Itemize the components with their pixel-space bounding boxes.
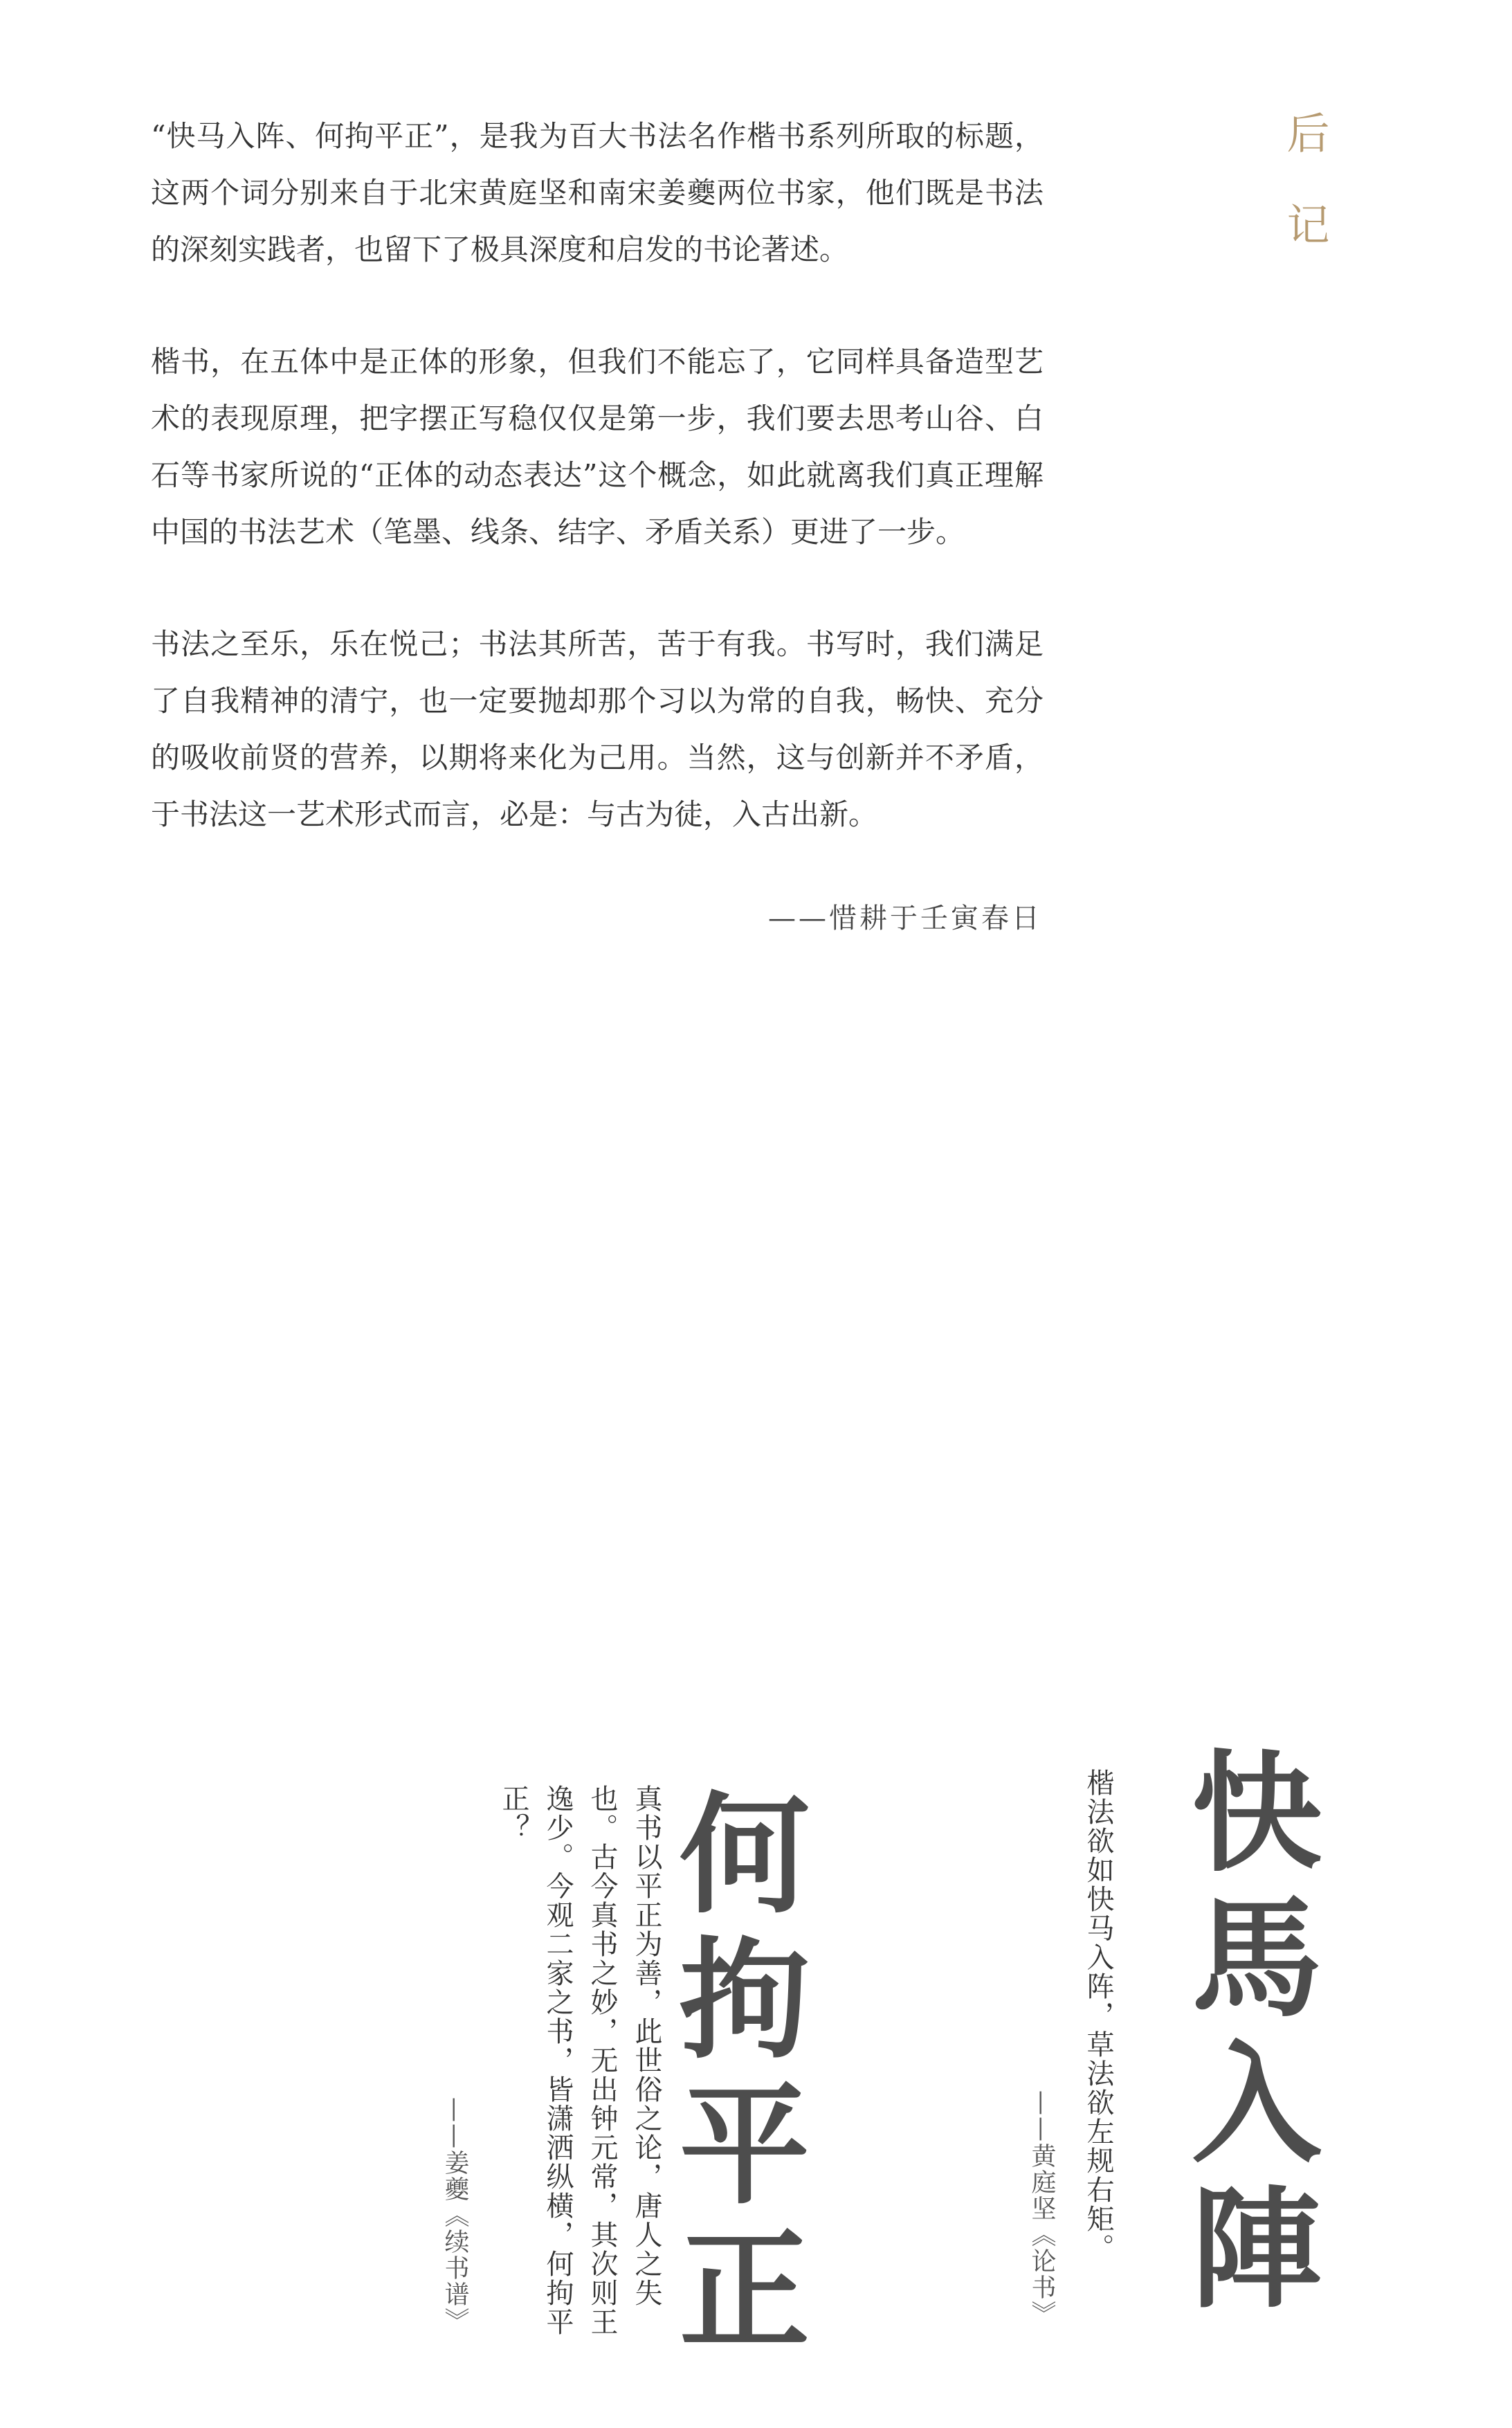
paragraph-1: “快马入阵、何拘平正”，是我为百大书法名作楷书系列所取的标题，这两个词分别来自于北宋黄庭坚和南宋姜夔两位书家，他们既是书法的深刻实践者，也留下了极具深度和启发的书论著述。 <box>151 119 1044 266</box>
paragraph-2: 楷书，在五体中是正体的形象，但我们不能忘了，它同样具备造型艺术的表现原理，把字摆正写稳仅仅是第一步，我们要去思考山谷、白石等书家所说的“正体的动态表达”这个概念，如此就离我们真正理解中国的书法艺术（笔墨、线条、结字、矛盾关系）更进了一步。 <box>151 345 1044 549</box>
quote-huang-tingjian: 楷法欲如快马入阵，草法欲左规右矩。 <box>1082 1768 1114 2263</box>
quote-source-huang-tingjian: ——黄庭坚《论书》 <box>1028 2090 1056 2327</box>
page-title: 后记 <box>1279 111 1330 293</box>
calligraphy-kuai-ma-ru-zhen: 快馬入陣 <box>1169 1744 1322 2326</box>
paragraph-3: 书法之至乐，乐在悦己；书法其所苦，苦于有我。书写时，我们满足了自我精神的清宁，也一定要抛却那个习以为常的自我，畅快、充分的吸收前贤的营养，以期将来化为己用。当然，这与创新并不矛盾，于书法这一艺术形式而言，必是：与古为徒，入古出新。 <box>151 627 1044 831</box>
quote-source-jiang-kui: ——姜夔《续书谱》 <box>441 2097 469 2334</box>
quote-jiang-kui: 真书以平正为善，此世俗之论，唐人之失也。古今真书之妙，无出钟元常，其次则王逸少。今观二家之书，皆潇洒纵横，何拘平正？ <box>498 1784 662 2337</box>
afterword-body <box>151 108 1044 898</box>
calligraphy-he-ju-ping-zheng: 何拘平正 <box>657 1786 810 2367</box>
signature: ——惜耕于壬寅春日 <box>768 903 1042 934</box>
